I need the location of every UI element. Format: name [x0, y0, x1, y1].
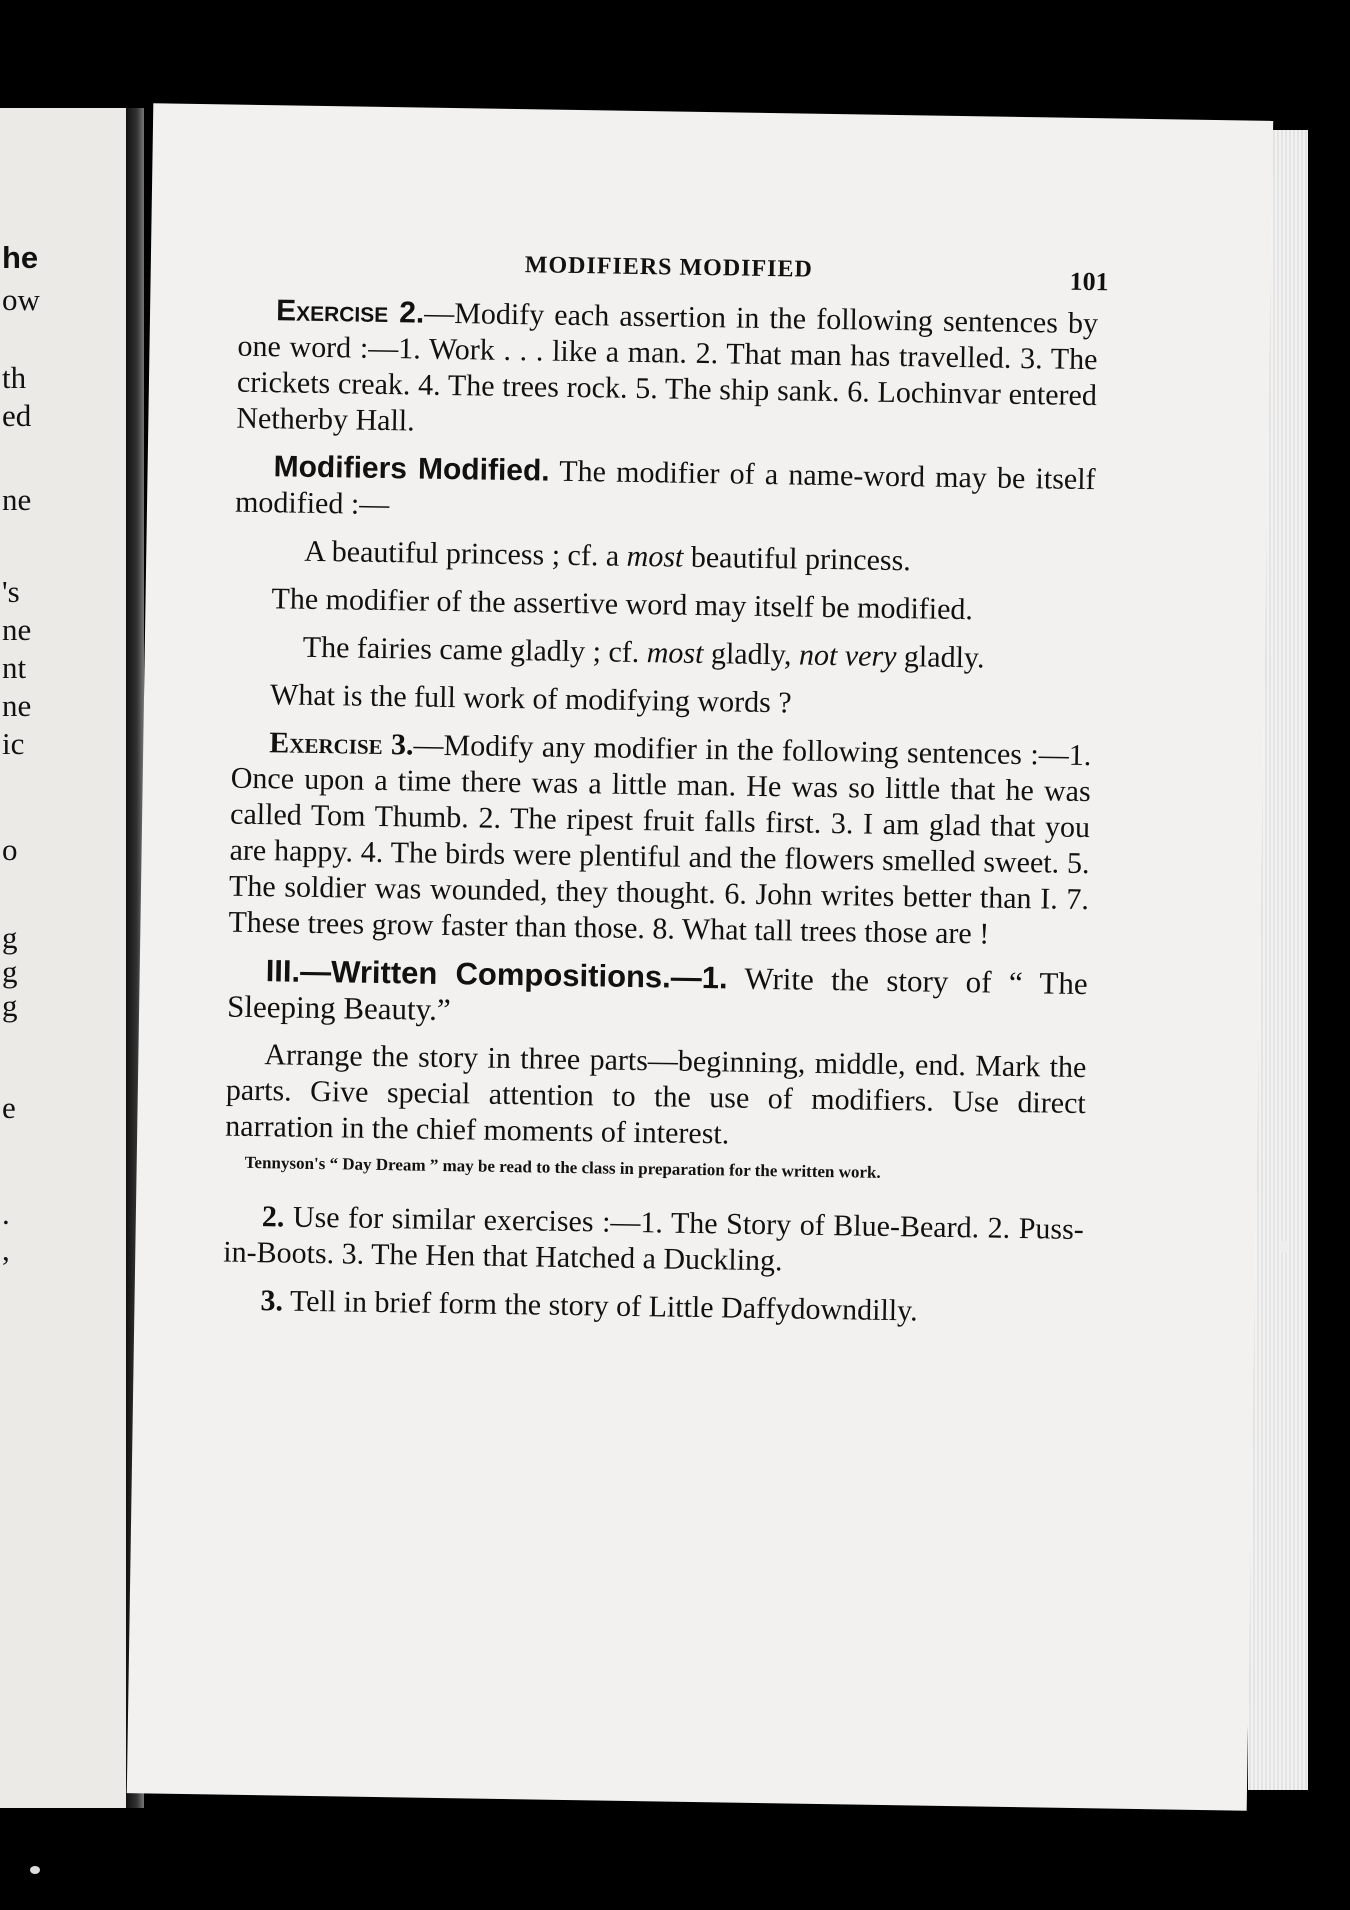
left-facing-page [0, 108, 128, 1808]
item-2-text: Use for similar exercises :—1. The Story of Blue-Beard. 2. Puss-in-Boots. 3. The Hen that Hatched a Duckling. [223, 1200, 1085, 1278]
example-1-emphasis: most [626, 539, 684, 574]
page-number: 101 [1069, 266, 1109, 297]
left-page-fragment: th [2, 360, 27, 395]
left-page-fragment: nt [2, 650, 27, 685]
example-2-emphasis-2: not very [798, 638, 897, 674]
left-page-fragment: o [2, 832, 18, 867]
dust-speck [1280, 1240, 1288, 1254]
example-princess [234, 533, 1094, 583]
written-compositions-paragraph [227, 953, 1088, 1038]
example-1-post: beautiful princess. [683, 540, 912, 578]
item-3-text: Tell in brief form the story of Little Daffydowndilly. [282, 1284, 918, 1328]
left-page-fragment: g [2, 988, 18, 1023]
example-2-emphasis-1: most [646, 636, 704, 671]
question-paragraph: What is the full work of modifying words ? [269, 678, 792, 720]
exercise-2-label: Exercise 2. [275, 294, 425, 330]
left-page-fragment: e [2, 1090, 16, 1125]
running-head [239, 243, 1109, 297]
example-2-mid: gladly, [703, 637, 800, 672]
exercise-3-text: —Modify any modifier in the following sentences :—1. Once upon a time there was a little man. He was so little that he was called Tom Thumb. 2. The ripest fruit falls first. 3. I am glad that you are happy. 4. The birds were plentiful and the flowers smelled sweet. 5. The soldier was wounded, they thought. 6. John writes better than I. 7. These trees grow faster than those. 8. What tall trees those are ! [228, 728, 1092, 951]
daffydowndilly-paragraph [222, 1283, 1082, 1333]
running-title: MODIFIERS MODIFIED [524, 252, 814, 283]
page-content [222, 243, 1109, 1344]
assertive-modifier-paragraph: The modifier of the assertive word may itself be modified. [271, 582, 974, 627]
left-page-fragment: 's [2, 574, 20, 609]
similar-exercises-paragraph [223, 1199, 1084, 1284]
modifiers-modified-heading: Modifiers Modified. [273, 450, 550, 488]
exercise-2-text: —Modify each assertion in the following sentences by one word :—1. Work . . . like a man. 2. That man has travelled. 3. The crickets creak. 4. The trees rock. 5. The ship sank. 6. Lochinvar entered Netherby Hall. [236, 296, 1099, 438]
exercise-2-paragraph [236, 293, 1098, 450]
item-2-number: 2. [261, 1200, 285, 1234]
book-page [127, 103, 1273, 1810]
left-page-fragment: g [2, 954, 18, 989]
written-compositions-text: Write the story of “ The Sleeping Beauty.” [226, 960, 1088, 1028]
example-fairies [233, 629, 1093, 679]
left-page-fragment: ow [2, 282, 40, 317]
exercise-3-paragraph [228, 725, 1091, 954]
written-compositions-heading: III.—Written Compositions.—1. [265, 953, 728, 996]
example-1-pre: A beautiful princess ; cf. a [304, 534, 627, 573]
exercise-3-label: Exercise 3. [269, 726, 414, 762]
left-page-fragment: he [2, 240, 39, 275]
item-3-number: 3. [260, 1284, 284, 1318]
left-page-fragment: ne [2, 612, 32, 647]
left-page-fragment: ne [2, 482, 32, 517]
footnote-day-dream: Tennyson's “ Day Dream ” may be read to the class in preparation for the written work. [244, 1152, 881, 1182]
left-page-fragment: g [2, 920, 18, 955]
left-page-fragment: . [2, 1196, 10, 1231]
dust-speck [30, 1866, 40, 1874]
arrangement-instructions: Arrange the story in three parts—beginning, middle, end. Mark the parts. Give special attention to the use of modifiers. Use direct narration in the chief moments of interest. [225, 1038, 1087, 1151]
modifiers-modified-intro: The modifier of a name-word may be itself modified :— [234, 454, 1096, 522]
example-2-pre: The fairies came gladly ; cf. [302, 630, 648, 670]
example-2-post: gladly. [896, 640, 985, 675]
left-page-fragment: ic [2, 726, 25, 761]
modifiers-modified-paragraph [235, 449, 1096, 534]
left-page-fragment: ne [2, 688, 32, 723]
left-page-fragment: , [2, 1232, 10, 1267]
left-page-fragment: ed [2, 398, 32, 433]
